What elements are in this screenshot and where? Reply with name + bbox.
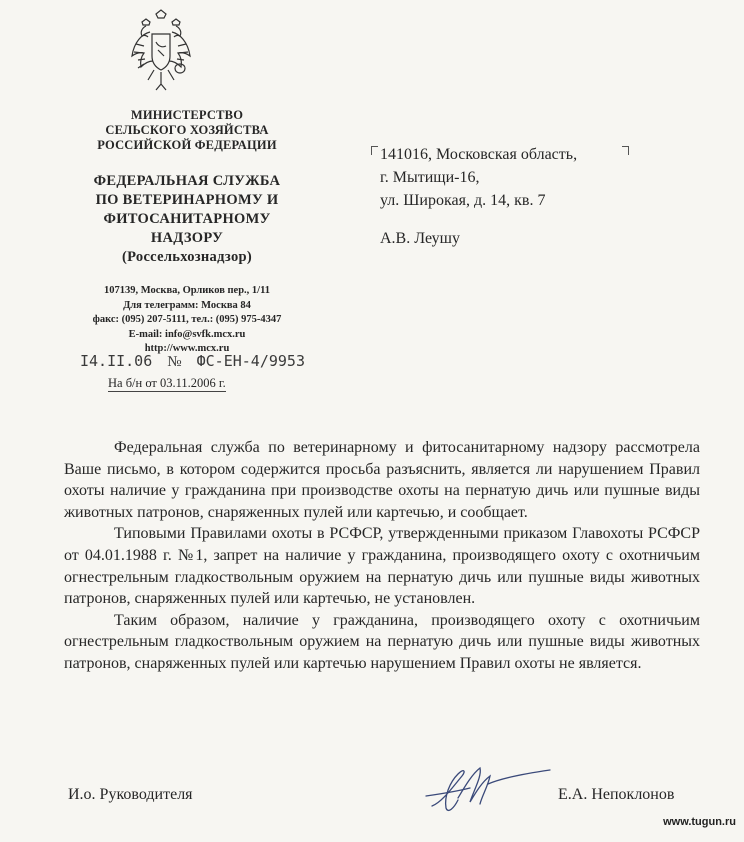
letter-body — [64, 437, 700, 675]
registration-line — [80, 352, 305, 371]
body-paragraph: Типовыми Правилами охоты в РСФСР, утвержденными приказом Главохоты РСФСР от 04.01.1988 г. №1, запрет на наличие у гражданина, производящего охоту с охотничьим огнестрельным гладкоствольным оружием на пернатую дичь или пушные виды животных патронов, снаряженных пулей или картечью, не установлен. — [64, 525, 700, 608]
ministry-line: МИНИСТЕРСТВО — [130, 108, 244, 122]
postal-address: 107139, Москва, Орликов пер., 1/11 — [103, 285, 271, 296]
ministry-line: СЕЛЬСКОГО ХОЗЯЙСТВА — [105, 123, 269, 137]
recipient-address — [380, 143, 577, 212]
registration-number: ФС-ЕН-4/9953 — [196, 352, 305, 370]
service-line: ФЕДЕРАЛЬНАЯ СЛУЖБА — [93, 173, 281, 189]
registration-date: I4.II.06 — [80, 352, 153, 370]
service-line: ПО ВЕТЕРИНАРНОМУ И — [95, 192, 279, 208]
reference-line — [108, 376, 226, 391]
service-line: ФИТОСАНИТАРНОМУ — [103, 211, 271, 227]
addressee-name: А.В. Леушу — [380, 230, 460, 247]
number-sign: № — [167, 354, 182, 370]
ministry-line: РОССИЙСКОЙ ФЕДЕРАЦИИ — [97, 138, 277, 152]
signatory-name: Е.А. Непоклонов — [558, 786, 675, 803]
address-line: г. Мытищи-16, — [380, 169, 480, 186]
service-short-name: (Россельхознадзор) — [121, 249, 253, 265]
address-corner-right — [622, 146, 629, 155]
service-name — [60, 172, 314, 267]
address-line: 141016, Московская область, — [380, 146, 578, 163]
russian-coat-of-arms-icon — [128, 8, 194, 92]
contact-details — [60, 284, 314, 357]
service-line: НАДЗОРУ — [150, 230, 224, 246]
signatory-title: И.о. Руководителя — [68, 786, 193, 803]
ministry-name — [60, 108, 314, 153]
site-watermark: www.tugun.ru — [663, 816, 736, 828]
website: http://www.mcx.ru — [144, 343, 230, 354]
telegram-address: Для телеграмм: Москва 84 — [123, 299, 251, 311]
fax-phone: факс: (095) 207-5111, тел.: (095) 975-4347 — [92, 314, 282, 325]
reference-text: На б/н от 03.11.2006 г. — [108, 376, 226, 390]
body-paragraph: Федеральная служба по ветеринарному и фитосанитарному надзору рассмотрела Ваше письмо, в котором содержится просьба разъяснить, является ли нарушением Правил охоты наличие у гражданина при производстве охоты на пернатую дичь или пушные виды животных патронов, снаряженных пулей или картечью, и сообщает. — [64, 439, 700, 521]
handwritten-signature-icon — [418, 762, 558, 822]
body-paragraph: Таким образом, наличие у гражданина, производящего охоту с охотничьим огнестрельным гладкоствольным оружием на пернатую дичь или пушные виды животных патронов, снаряженных пулей или картечью нарушением Правил охоты не является. — [64, 611, 700, 672]
address-corner-left — [371, 146, 378, 155]
address-line: ул. Широкая, д. 14, кв. 7 — [380, 192, 546, 209]
email: E-mail: info@svfk.mcx.ru — [128, 328, 246, 340]
